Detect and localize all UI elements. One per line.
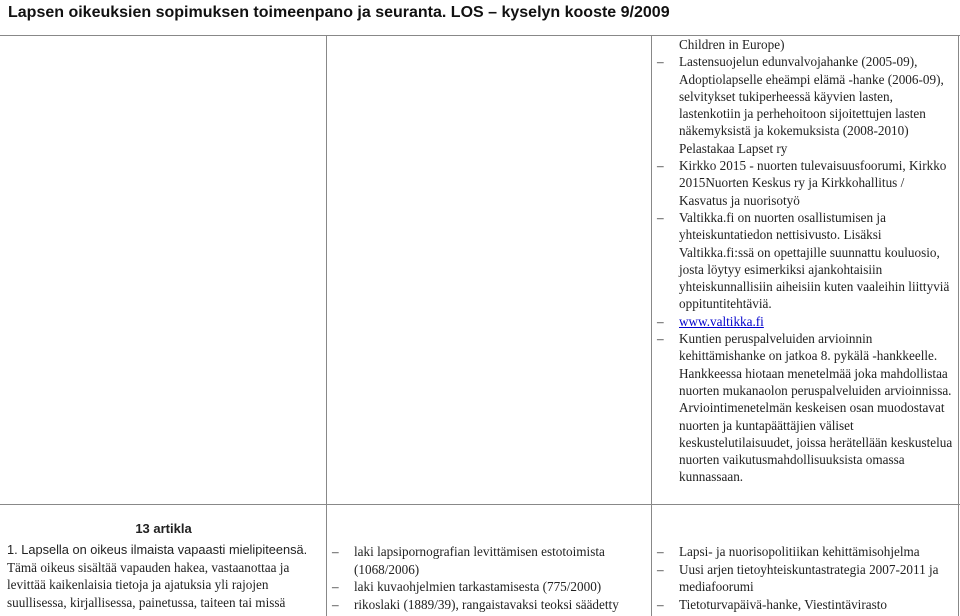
list-item: [657, 71, 953, 157]
list-item: [657, 561, 953, 596]
dash-bullet: –: [657, 54, 664, 70]
document-header: [0, 0, 960, 28]
item-text: laki lapsipornografian levittämisen estotoimista (1068/2006): [354, 544, 605, 577]
list-item: [657, 36, 953, 53]
dash-bullet: –: [657, 313, 664, 329]
list-item: [332, 596, 650, 614]
item-text: rikoslaki (1889/39), rangaistavaksi teoksi säädetty: [354, 596, 619, 612]
item-text: Lastensuojelun edunvalvojahanke (2005-09),: [679, 54, 918, 70]
list-item: [657, 53, 953, 70]
item-text: Uusi arjen tietoyhteiskuntastrategia 2007-2011 ja mediafoorumi: [679, 561, 939, 594]
dash-bullet: –: [332, 579, 339, 594]
dash-bullet: –: [657, 331, 664, 347]
article-paragraph-1: 1. Lapsella on oikeus ilmaista vapaasti mielipiteensä.: [7, 542, 308, 557]
continuation-text: Children in Europe): [679, 37, 785, 52]
item-text: Adoptiolapselle eheämpi elämä -hanke (2006-09), selvitykset tukiperheessä käyvien lasten, lastenkotiin ja perhehoitoon sijoitettujen lasten näkemyksistä ja kokemuksista (2008-2010) Pelastakaa Lapset ry: [679, 71, 944, 156]
dash-bullet: –: [657, 596, 664, 612]
legislation-cell: [332, 543, 650, 613]
dash-bullet: –: [657, 209, 664, 225]
column-divider-2: [651, 35, 652, 616]
list-item: [332, 543, 650, 578]
dash-bullet: –: [657, 561, 664, 577]
dash-bullet: –: [332, 544, 339, 559]
list-item: [657, 313, 953, 330]
list-item: [657, 596, 953, 614]
dash-bullet: –: [657, 158, 664, 174]
article-text-cell: [7, 541, 325, 611]
table-right-border: [958, 35, 959, 616]
item-text: Lapsi- ja nuorisopolitiikan kehittämisohjelma: [679, 544, 920, 559]
list-item: [332, 578, 650, 596]
list-item: [657, 209, 953, 313]
item-text: Kirkko 2015 - nuorten tulevaisuusfoorumi, Kirkko 2015Nuorten Keskus ry ja Kirkkohallitus / Kasvatus ja nuorisotyö: [679, 158, 947, 208]
item-text: laki kuvaohjelmien tarkastamisesta (775/2000): [354, 579, 602, 594]
article-title: 13 artikla: [135, 521, 192, 536]
valtikka-link[interactable]: www.valtikka.fi: [679, 313, 764, 329]
item-text: Valtikka.fi on nuorten osallistumisen ja yhteiskuntatiedon nettisivusto. Lisäksi Valtikka.fi:ssä on opettajille suunnattu kouluosio, josta löytyy esimerkiksi ajankohtaisiin yhteiskunnallisiin aiheisiin kuten vaaleihin liittyviä oppituntitehtäviä.: [679, 209, 950, 312]
list-item: [657, 330, 953, 486]
measures-cell-bottom: [657, 543, 953, 613]
article-paragraph-body: Tämä oikeus sisältää vapauden hakea, vastaanottaa ja levittää kaikenlaisia tietoja ja ajatuksia yli rajojen suullisessa, kirjallisessa, painetussa, taiteen tai missä: [7, 559, 290, 610]
item-text: Kuntien peruspalveluiden arvioinnin kehittämishanke on jatkoa 8. pykälä -hankkeelle. Hankkeessa hiotaan menetelmää joka mahdollistaa nuorten mukanaolon peruspalveluiden arvioinnissa. Arviointimenetelmän keskeisen osan muodostavat nuorten ja kuntapäättäjien väliset keskustelutilaisuudet, joissa herätellään keskustelua nuorten vaikutusmahdollisuuksista omassa kunnassaan.: [679, 331, 953, 485]
list-item: [657, 543, 953, 561]
item-text: Tietoturvapäivä-hanke, Viestintävirasto: [679, 596, 887, 612]
document-title: Lapsen oikeuksien sopimuksen toimeenpano ja seuranta. LOS – kyselyn kooste 9/2009: [8, 4, 670, 21]
list-item: [657, 157, 953, 209]
row-divider: [0, 504, 960, 505]
dash-bullet: –: [332, 596, 339, 612]
measures-cell-top: [657, 36, 953, 486]
dash-bullet: –: [657, 544, 664, 559]
